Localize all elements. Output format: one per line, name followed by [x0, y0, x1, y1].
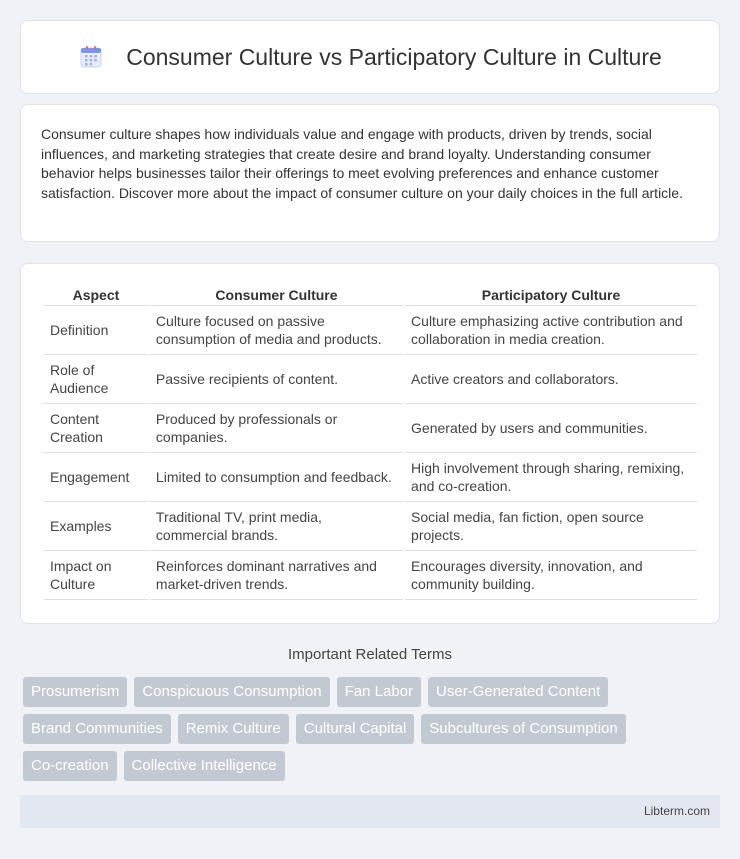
- row-consumer: Traditional TV, print media, commercial brands.: [150, 502, 403, 551]
- related-term-tag[interactable]: Co-creation: [23, 751, 117, 781]
- row-aspect: Content Creation: [44, 404, 148, 453]
- row-participatory: High involvement through sharing, remixing, and co-creation.: [405, 453, 697, 502]
- title-wrap: [78, 44, 662, 71]
- row-consumer: Passive recipients of content.: [150, 355, 403, 404]
- related-term-tag[interactable]: Cultural Capital: [296, 714, 415, 744]
- related-term-tag[interactable]: Subcultures of Consumption: [421, 714, 625, 744]
- row-participatory: Encourages diversity, innovation, and community building.: [405, 551, 697, 600]
- page-title: Consumer Culture vs Participatory Culture in Culture: [126, 43, 662, 70]
- related-term-tag[interactable]: Brand Communities: [23, 714, 171, 744]
- table-header-row: [44, 284, 697, 306]
- table-row: [44, 453, 697, 502]
- row-aspect: Definition: [44, 306, 148, 355]
- column-header-participatory: Participatory Culture: [405, 284, 697, 306]
- row-participatory: Culture emphasizing active contribution and collaboration in media creation.: [405, 306, 697, 355]
- column-header-consumer: Consumer Culture: [150, 284, 403, 306]
- row-aspect: Examples: [44, 502, 148, 551]
- table-row: [44, 502, 697, 551]
- related-term-tag[interactable]: Remix Culture: [178, 714, 289, 744]
- row-participatory: Active creators and collaborators.: [405, 355, 697, 404]
- related-terms-title: Important Related Terms: [288, 646, 452, 663]
- row-consumer: Limited to consumption and feedback.: [150, 453, 403, 502]
- row-consumer: Culture focused on passive consumption of media and products.: [150, 306, 403, 355]
- intro-card: [20, 104, 720, 242]
- footer-site-link[interactable]: Libterm.com: [643, 804, 710, 818]
- calendar-icon: [78, 44, 104, 70]
- footer: [20, 795, 720, 828]
- related-term-tag[interactable]: Collective Intelligence: [124, 751, 285, 781]
- row-aspect: Role of Audience: [44, 355, 148, 404]
- row-consumer: Produced by professionals or companies.: [150, 404, 403, 453]
- table-row: [44, 404, 697, 453]
- comparison-table: [42, 284, 699, 600]
- column-header-aspect: Aspect: [44, 284, 148, 306]
- related-term-tag[interactable]: User-Generated Content: [428, 677, 608, 707]
- related-term-tag[interactable]: Prosumerism: [23, 677, 127, 707]
- related-terms-list: [23, 677, 723, 781]
- row-aspect: Impact on Culture: [44, 551, 148, 600]
- intro-text: Consumer culture shapes how individuals value and engage with products, driven by trends, social influences, and marketing strategies that create desire and brand loyalty. Understanding consumer behavior helps businesses tailor their offerings to meet evolving preferences and enhance customer satisfaction. Discover more about the impact of consumer culture on your daily choices in the full article.: [41, 126, 683, 201]
- related-term-tag[interactable]: Fan Labor: [337, 677, 421, 707]
- row-participatory: Generated by users and communities.: [405, 404, 697, 453]
- row-aspect: Engagement: [44, 453, 148, 502]
- row-consumer: Reinforces dominant narratives and market-driven trends.: [150, 551, 403, 600]
- related-term-tag[interactable]: Conspicuous Consumption: [134, 677, 329, 707]
- table-row: [44, 355, 697, 404]
- table-row: [44, 551, 697, 600]
- comparison-table-card: [20, 263, 720, 624]
- header-card: [20, 20, 720, 94]
- table-row: [44, 306, 697, 355]
- row-participatory: Social media, fan fiction, open source projects.: [405, 502, 697, 551]
